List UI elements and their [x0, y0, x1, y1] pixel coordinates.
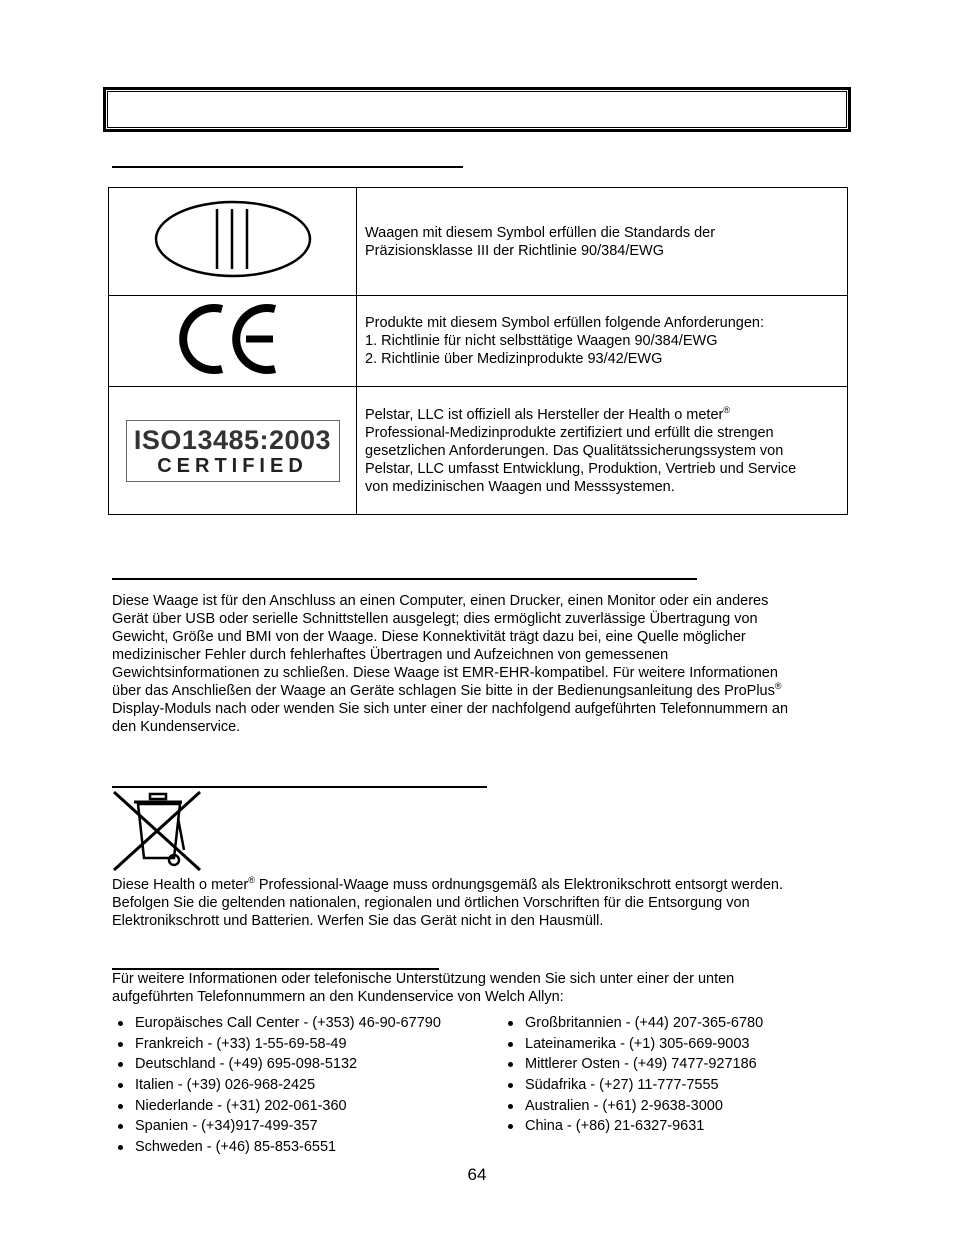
text-line: Gewichtsinformationen zu schließen. Diese Waage ist EMR-EHR-kompatibel. Für weitere Informationen: [112, 665, 778, 681]
contact-item: Deutschland - (+49) 695-098-5132: [112, 1054, 441, 1075]
class-iii-oval-icon: [153, 199, 313, 279]
symbol-row-ce: [109, 296, 848, 387]
text-line: Pelstar, LLC ist offiziell als Hersteller der Health o meter®: [365, 404, 730, 423]
text-line: Befolgen Sie die geltenden nationalen, regionalen und örtlichen Vorschriften für die Entsorgung von: [112, 895, 750, 911]
contact-item: Spanien - (+34)917-499-357: [112, 1116, 441, 1137]
symbol-description: [357, 188, 848, 296]
section-rule-disposal: [112, 786, 487, 788]
contact-item: Niederlande - (+31) 202-061-360: [112, 1096, 441, 1117]
support-paragraph: [112, 970, 847, 1006]
contact-column-right: [502, 1013, 763, 1137]
text-line: über das Anschließen der Waage an Geräte schlagen Sie bitte in der Bedienungsanleitung des ProPlus®: [112, 681, 782, 699]
symbol-cell: [109, 296, 357, 387]
text-line: 1. Richtlinie für nicht selbsttätige Waagen 90/384/EWG: [365, 333, 718, 349]
text-line: Produkte mit diesem Symbol erfüllen folgende Anforderungen:: [365, 315, 764, 331]
contact-item: Mittlerer Osten - (+49) 7477-927186: [502, 1054, 763, 1075]
text-line: Für weitere Informationen oder telefonische Unterstützung wenden Sie sich unter einer der unten: [112, 971, 735, 987]
contact-item: Schweden - (+46) 85-853-6551: [112, 1137, 441, 1158]
disposal-paragraph: [112, 876, 847, 930]
text-line: Professional-Medizinprodukte zertifiziert und erfüllt die strengen: [365, 424, 774, 441]
iso-number: ISO13485:2003: [133, 424, 332, 455]
text-line: medizinischer Fehler durch fehlerhaftes Übertragen und Aufzeichnen von gemessenen: [112, 647, 669, 663]
text-line: Pelstar, LLC umfasst Entwicklung, Produktion, Vertrieb und Service: [365, 460, 797, 477]
symbol-row-iso: [109, 387, 848, 515]
contact-item: Südafrika - (+27) 11-777-7555: [502, 1075, 763, 1096]
text-line: Gewicht, Größe und BMI von der Waage. Diese Konnektivität trägt dazu bei, eine Quelle möglicher: [112, 629, 746, 645]
symbols-table: [108, 187, 848, 515]
symbol-description: [357, 296, 848, 387]
text-line: Präzisionsklasse III der Richtlinie 90/384/EWG: [365, 242, 664, 259]
contact-item: Großbritannien - (+44) 207-365-6780: [502, 1013, 763, 1034]
contact-item: Europäisches Call Center - (+353) 46-90-67790: [112, 1013, 441, 1034]
text-line: den Kundenservice.: [112, 719, 241, 735]
contact-item: Frankreich - (+33) 1-55-69-58-49: [112, 1034, 441, 1055]
page-number: 64: [467, 1165, 487, 1184]
text-line: Display-Moduls nach oder wenden Sie sich unter einer der nachfolgend aufgeführten Telefonnummern an: [112, 701, 789, 717]
symbol-row-class-iii: [109, 188, 848, 296]
chapter-title-box: [103, 87, 851, 132]
iso-certified-icon: [126, 420, 340, 482]
text-line: Gerät über USB oder serielle Schnittstellen ausgelegt; dies ermöglicht zuverlässige Übertragung von: [112, 611, 758, 627]
contact-item: Lateinamerika - (+1) 305-669-9003: [502, 1034, 763, 1055]
contact-item: Australien - (+61) 2-9638-3000: [502, 1096, 763, 1117]
text-line: Elektronikschrott und Batterien. Werfen Sie das Gerät nicht in den Hausmüll.: [112, 913, 604, 929]
contact-item: China - (+86) 21-6327-9631: [502, 1116, 763, 1137]
text-line: Diese Waage ist für den Anschluss an einen Computer, einen Drucker, einen Monitor oder ein anderes: [112, 593, 769, 609]
text-line: 2. Richtlinie über Medizinprodukte 93/42/EWG: [365, 351, 663, 367]
symbol-cell: [109, 387, 357, 515]
iso-certified-word: CERTIFIED: [157, 454, 308, 477]
crossed-out-bin-icon: [112, 790, 204, 872]
ce-mark-icon: [178, 301, 288, 377]
registered-mark: ®: [723, 404, 730, 415]
connectivity-paragraph: [112, 592, 847, 736]
text-line: Waagen mit diesem Symbol erfüllen die Standards der: [365, 224, 716, 241]
contact-item: Italien - (+39) 026-968-2425: [112, 1075, 441, 1096]
contact-column-left: [112, 1013, 441, 1158]
symbol-cell: [109, 188, 357, 296]
text-line: aufgeführten Telefonnummern an den Kundenservice von Welch Allyn:: [112, 989, 564, 1005]
text-line: gesetzlichen Anforderungen. Das Qualitätssicherungssystem von: [365, 442, 784, 459]
section-rule-connectivity: [112, 578, 697, 580]
registered-mark: ®: [248, 875, 255, 886]
text-line: von medizinischen Waagen und Messsystemen.: [365, 478, 675, 495]
text-line: Diese Health o meter® Professional-Waage muss ordnungsgemäß als Elektronikschrott entsorgt werden.: [112, 875, 783, 893]
registered-mark: ®: [774, 681, 782, 692]
symbol-description: [357, 387, 848, 515]
section-rule-symbols: [112, 166, 463, 168]
